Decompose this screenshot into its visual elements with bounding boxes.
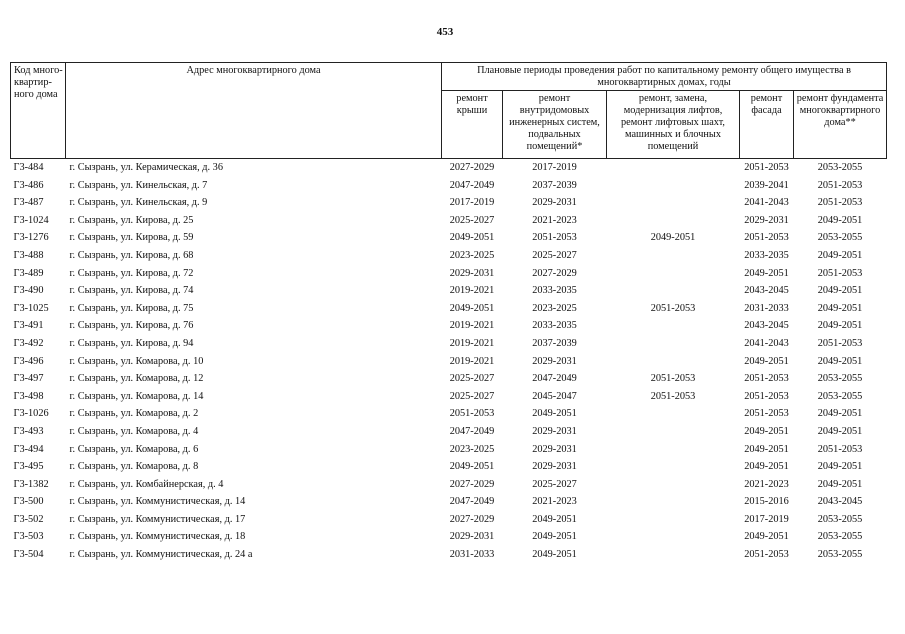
row-roof: 2047-2049: [449, 425, 495, 437]
row-foundation: 2053-2055: [817, 549, 863, 561]
row-address: г. Сызрань, ул. Кирова, д. 68: [69, 249, 194, 261]
table-row: [11, 265, 887, 283]
row-foundation: 2051-2053: [817, 443, 863, 455]
row-foundation: 2051-2053: [817, 267, 863, 279]
row-roof: 2019-2021: [449, 337, 495, 349]
row-roof: 2049-2051: [449, 461, 495, 473]
row-roof: 2025-2027: [449, 373, 495, 385]
row-engineering: 2037-2039: [532, 337, 577, 349]
row-address: г. Сызрань, ул. Кинельская, д. 7: [69, 179, 208, 191]
row-address: г. Сызрань, ул. Кирова, д. 72: [69, 267, 194, 279]
table-row: [11, 300, 887, 318]
row-foundation: 2049-2051: [817, 249, 863, 261]
row-code: Г3-491: [13, 320, 44, 332]
table-row: [11, 282, 887, 300]
table-row: [11, 159, 887, 177]
row-code: Г3-496: [13, 355, 44, 367]
row-engineering: 2029-2031: [532, 197, 577, 209]
row-address: г. Сызрань, ул. Коммунистическая, д. 17: [69, 513, 246, 525]
header-code: Код много-квартир-ного дома: [11, 63, 66, 159]
row-roof: 2027-2029: [449, 513, 495, 525]
row-facade: 2049-2051: [744, 425, 789, 437]
row-foundation: 2049-2051: [817, 461, 863, 473]
row-address: г. Сызрань, ул. Коммунистическая, д. 24 а: [69, 549, 253, 561]
row-foundation: 2053-2055: [817, 162, 863, 173]
row-facade: 2029-2031: [744, 214, 789, 226]
row-address: г. Сызрань, ул. Комарова, д. 4: [69, 425, 199, 437]
row-foundation: 2049-2051: [817, 408, 863, 420]
table-row: [11, 511, 887, 529]
row-address: г. Сызрань, ул. Керамическая, д. 36: [69, 162, 223, 173]
row-foundation: 2049-2051: [817, 320, 863, 332]
row-address: г. Сызрань, ул. Кирова, д. 25: [69, 214, 194, 226]
table-row: [11, 476, 887, 494]
row-facade: 2043-2045: [744, 285, 789, 297]
header-roof: ремонт крыши: [442, 91, 503, 159]
row-engineering: 2021-2023: [532, 214, 577, 226]
row-foundation: 2053-2055: [817, 232, 863, 244]
row-facade: 2049-2051: [744, 267, 789, 279]
row-roof: 2027-2029: [449, 478, 495, 490]
row-engineering: 2033-2035: [532, 285, 577, 297]
row-lifts: [607, 282, 740, 300]
row-engineering: 2049-2051: [532, 408, 577, 420]
row-foundation: 2049-2051: [817, 355, 863, 367]
row-facade: 2051-2053: [744, 390, 789, 402]
row-facade: 2051-2053: [744, 549, 789, 561]
row-address: г. Сызрань, ул. Кирова, д. 59: [69, 232, 194, 244]
row-roof: 2047-2049: [449, 496, 495, 508]
row-engineering: 2029-2031: [532, 461, 577, 473]
row-code: Г3-502: [13, 513, 44, 525]
row-address: г. Сызрань, ул. Коммунистическая, д. 18: [69, 531, 246, 543]
row-engineering: 2021-2023: [532, 496, 577, 508]
row-address: г. Сызрань, ул. Комарова, д. 10: [69, 355, 204, 367]
row-address: г. Сызрань, ул. Кирова, д. 94: [69, 337, 194, 349]
row-engineering: 2049-2051: [532, 531, 577, 543]
table-row: [11, 177, 887, 195]
row-foundation: 2053-2055: [817, 531, 863, 543]
row-roof: 2019-2021: [449, 285, 495, 297]
table-row: [11, 441, 887, 459]
row-roof: 2023-2025: [449, 249, 495, 261]
row-code: Г3-498: [13, 390, 44, 402]
row-engineering: 2049-2051: [532, 513, 577, 525]
row-foundation: 2051-2053: [817, 179, 863, 191]
row-code: Г3-494: [13, 443, 44, 455]
row-facade: 2041-2043: [744, 337, 789, 349]
row-engineering: 2049-2051: [532, 549, 577, 561]
header-foundation: ремонт фундамента многоквартирного дома**: [794, 91, 887, 159]
row-code: Г3-1276: [13, 232, 49, 244]
table-row: [11, 370, 887, 388]
row-lifts: [607, 476, 740, 494]
table-row: [11, 458, 887, 476]
row-address: г. Сызрань, ул. Комарова, д. 14: [69, 390, 204, 402]
row-engineering: 2023-2025: [532, 302, 577, 314]
header-lifts: ремонт, замена, модернизация лифтов, ремонт лифтовых шахт, машинных и блочных помещений: [607, 91, 740, 159]
row-lifts: [607, 458, 740, 476]
row-address: г. Сызрань, ул. Кирова, д. 76: [69, 320, 194, 332]
row-code: Г3-495: [13, 461, 44, 473]
row-facade: 2017-2019: [744, 513, 789, 525]
row-facade: 2049-2051: [744, 531, 789, 543]
table-row: [11, 335, 887, 353]
row-address: г. Сызрань, ул. Комарова, д. 2: [69, 408, 199, 420]
row-code: Г3-1026: [13, 408, 49, 420]
row-engineering: 2047-2049: [532, 373, 577, 385]
row-lifts: [607, 423, 740, 441]
row-foundation: 2043-2045: [817, 496, 863, 508]
row-lifts: [607, 405, 740, 423]
row-roof: 2051-2053: [449, 408, 495, 420]
row-roof: 2029-2031: [449, 267, 495, 279]
row-address: г. Сызрань, ул. Кирова, д. 75: [69, 302, 194, 314]
row-facade: 2015-2016: [744, 496, 789, 508]
row-code: Г3-1024: [13, 214, 49, 226]
row-facade: 2041-2043: [744, 197, 789, 209]
row-code: Г3-492: [13, 337, 44, 349]
row-code: Г3-504: [13, 549, 44, 561]
row-lifts: [607, 212, 740, 230]
row-lifts: [607, 265, 740, 283]
row-lifts: [607, 353, 740, 371]
row-roof: 2019-2021: [449, 355, 495, 367]
row-foundation: 2049-2051: [817, 478, 863, 490]
row-lifts: [607, 511, 740, 529]
row-roof: 2029-2031: [449, 531, 495, 543]
row-lifts: 2051-2053: [650, 390, 696, 402]
row-foundation: 2049-2051: [817, 302, 863, 314]
row-facade: 2049-2051: [744, 443, 789, 455]
row-code: Г3-487: [13, 197, 44, 209]
row-engineering: 2029-2031: [532, 355, 577, 367]
row-code: Г3-1382: [13, 478, 49, 490]
row-roof: 2031-2033: [449, 549, 495, 561]
row-lifts: [607, 317, 740, 335]
row-facade: 2033-2035: [744, 249, 789, 261]
row-address: г. Сызрань, ул. Комарова, д. 8: [69, 461, 199, 473]
row-code: Г3-489: [13, 267, 44, 279]
table-row: [11, 194, 887, 212]
row-facade: 2043-2045: [744, 320, 789, 332]
row-lifts: [607, 493, 740, 511]
row-engineering: 2033-2035: [532, 320, 577, 332]
row-facade: 2049-2051: [744, 355, 789, 367]
row-facade: 2039-2041: [744, 179, 789, 191]
row-roof: 2025-2027: [449, 214, 495, 226]
row-code: Г3-1025: [13, 302, 49, 314]
row-engineering: 2029-2031: [532, 425, 577, 437]
row-address: г. Сызрань, ул. Кирова, д. 74: [69, 285, 194, 297]
row-facade: 2051-2053: [744, 373, 789, 385]
table-body: [11, 159, 887, 564]
row-engineering: 2025-2027: [532, 249, 577, 261]
row-code: Г3-503: [13, 531, 44, 543]
table-row: [11, 546, 887, 564]
row-lifts: [607, 546, 740, 564]
row-foundation: 2049-2051: [817, 214, 863, 226]
row-facade: 2051-2053: [744, 232, 789, 244]
row-foundation: 2051-2053: [817, 337, 863, 349]
table-row: [11, 317, 887, 335]
row-lifts: [607, 247, 740, 265]
row-facade: 2021-2023: [744, 478, 789, 490]
row-foundation: 2051-2053: [817, 197, 863, 209]
header-address: Адрес многоквартирного дома: [66, 63, 442, 159]
table-row: [11, 388, 887, 406]
row-foundation: 2053-2055: [817, 513, 863, 525]
row-roof: 2023-2025: [449, 443, 495, 455]
table-row: [11, 405, 887, 423]
row-lifts: 2051-2053: [650, 302, 696, 314]
table-row: [11, 423, 887, 441]
row-roof: 2017-2019: [449, 197, 495, 209]
row-engineering: 2029-2031: [532, 443, 577, 455]
row-lifts: [607, 159, 740, 177]
row-address: г. Сызрань, ул. Комарова, д. 6: [69, 443, 199, 455]
row-roof: 2049-2051: [449, 302, 495, 314]
row-lifts: 2051-2053: [650, 373, 696, 385]
row-foundation: 2049-2051: [817, 425, 863, 437]
row-code: Г3-500: [13, 496, 44, 508]
row-address: г. Сызрань, ул. Комарова, д. 12: [69, 373, 204, 385]
row-address: г. Сызрань, ул. Комбайнерская, д. 4: [69, 478, 224, 490]
row-engineering: 2017-2019: [532, 162, 577, 173]
row-code: Г3-488: [13, 249, 44, 261]
row-roof: 2027-2029: [449, 162, 495, 173]
row-engineering: 2037-2039: [532, 179, 577, 191]
table-row: [11, 353, 887, 371]
row-address: г. Сызрань, ул. Коммунистическая, д. 14: [69, 496, 246, 508]
row-lifts: [607, 335, 740, 353]
table-row: [11, 528, 887, 546]
row-lifts: [607, 177, 740, 195]
capital-repair-table: [10, 62, 887, 564]
row-facade: 2051-2053: [744, 408, 789, 420]
row-foundation: 2053-2055: [817, 390, 863, 402]
row-facade: 2051-2053: [744, 162, 789, 173]
table-row: [11, 229, 887, 247]
table-row: [11, 212, 887, 230]
row-roof: 2025-2027: [449, 390, 495, 402]
header-engineering: ремонт внутридомовых инженерных систем, подвальных помещений*: [503, 91, 607, 159]
header-facade: ремонт фасада: [740, 91, 794, 159]
row-roof: 2047-2049: [449, 179, 495, 191]
row-code: Г3-497: [13, 373, 44, 385]
row-lifts: 2049-2051: [650, 232, 696, 244]
row-lifts: [607, 194, 740, 212]
row-foundation: 2049-2051: [817, 285, 863, 297]
row-foundation: 2053-2055: [817, 373, 863, 385]
row-lifts: [607, 441, 740, 459]
row-engineering: 2027-2029: [532, 267, 577, 279]
header-periods: Плановые периоды проведения работ по капитальному ремонту общего имущества в многоквартирных домах, годы: [442, 63, 887, 91]
row-facade: 2031-2033: [744, 302, 789, 314]
table-row: [11, 493, 887, 511]
row-code: Г3-484: [13, 162, 44, 173]
row-engineering: 2051-2053: [532, 232, 577, 244]
row-code: Г3-490: [13, 285, 44, 297]
table-row: [11, 247, 887, 265]
row-address: г. Сызрань, ул. Кинельская, д. 9: [69, 197, 208, 209]
row-roof: 2019-2021: [449, 320, 495, 332]
row-engineering: 2045-2047: [532, 390, 577, 402]
row-facade: 2049-2051: [744, 461, 789, 473]
page-number: 453: [436, 26, 454, 38]
row-code: Г3-486: [13, 179, 44, 191]
row-code: Г3-493: [13, 425, 44, 437]
row-roof: 2049-2051: [449, 232, 495, 244]
row-lifts: [607, 528, 740, 546]
row-engineering: 2025-2027: [532, 478, 577, 490]
